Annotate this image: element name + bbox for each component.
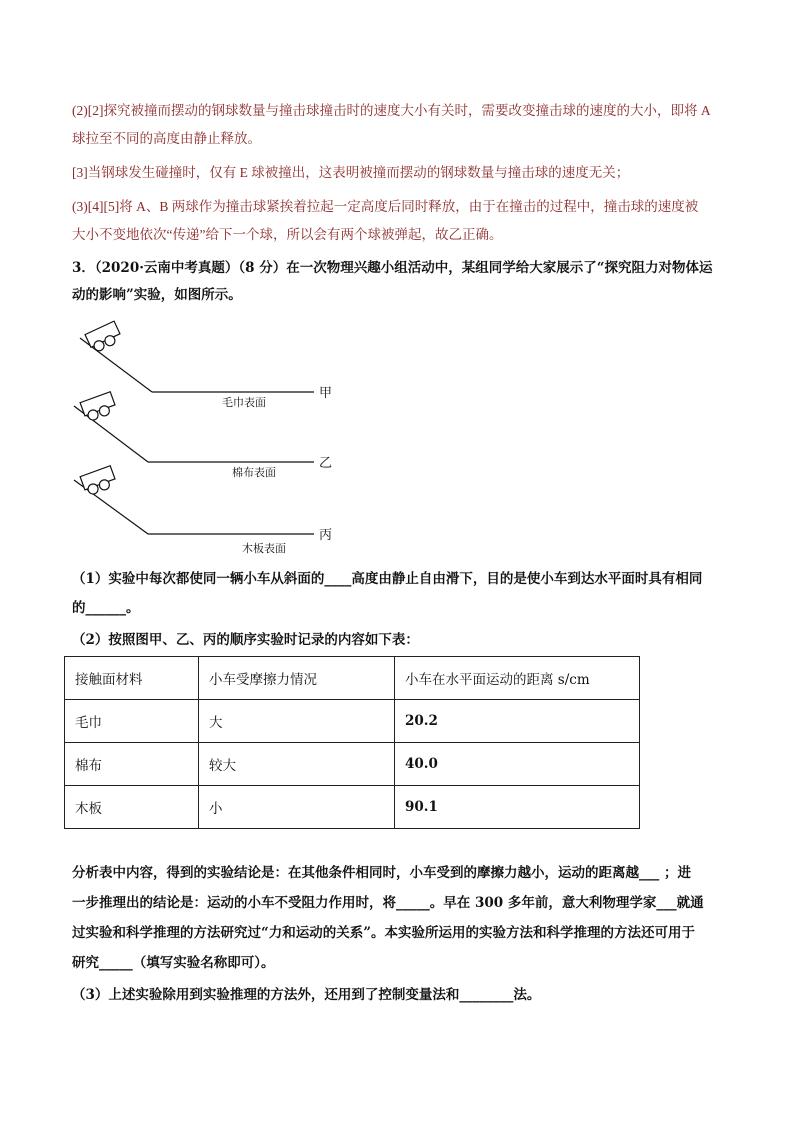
surface-label-cotton: 棉布表面	[232, 466, 276, 479]
table-cell: 大	[199, 700, 395, 743]
question-intro-line-1: 3．（2020·云南中考真题）（8 分）在一次物理兴趣小组活动中，某组同学给大家展示了“探究阻力对物体运	[72, 260, 713, 276]
results-table	[64, 656, 640, 829]
table-cell: 40.0	[395, 743, 640, 786]
answer-line-2: 球拉至不同的高度由静止释放。	[72, 131, 261, 146]
surface-tag-jia: 甲	[319, 386, 333, 401]
cart-icon	[80, 466, 117, 497]
table-cell: 棉布	[65, 743, 199, 786]
analysis-line-2: 一步推理出的结论是：运动的小车不受阻力作用时，将_____。早在 300 多年前，意大利物理学家___就通	[72, 895, 704, 911]
table-row	[65, 743, 640, 786]
incline-experiment-diagram	[62, 320, 352, 560]
part1-line-2: 的______。	[72, 600, 140, 616]
table-cell: 20.2	[395, 700, 640, 743]
analysis-line-3: 过实验和科学推理的方法研究过“力和运动的关系”。本实验所运用的实验方法和科学推理的方法还可用于	[72, 925, 696, 941]
part1-line-1: （1）实验中每次都使同一辆小车从斜面的____高度由静止自由滑下，目的是使小车到达水平面时具有相同	[72, 571, 703, 587]
table-cell: 木板	[65, 786, 199, 829]
table-row	[65, 700, 640, 743]
surface-label-towel: 毛巾表面	[222, 396, 266, 409]
table-cell: 小	[199, 786, 395, 829]
part3-line: （3）上述实验除用到实验推理的方法外，还用到了控制变量法和________法。	[72, 987, 541, 1003]
answer-line-4: (3)[4][5]将 A、B 两球作为撞击球紧挨着拉起一定高度后同时释放，由于在撞击的过程中，撞击球的速度被	[72, 199, 699, 214]
surface-tag-yi: 乙	[319, 456, 333, 471]
table-header-cell: 小车在水平面运动的距离 s/cm	[395, 657, 640, 700]
answer-line-5: 大小不变地依次“传递”给下一个球，所以会有两个球被弹起，故乙正确。	[72, 227, 503, 242]
cart-icon	[80, 392, 117, 423]
table-cell: 毛巾	[65, 700, 199, 743]
answer-line-1: (2)[2]探究被撞而摆动的钢球数量与撞击球撞击时的速度大小有关时，需要改变撞击球的速度的大小，即将 A	[72, 103, 711, 118]
table-cell: 90.1	[395, 786, 640, 829]
table-header-cell: 接触面材料	[65, 657, 199, 700]
question-intro-line-2: 动的影响”实验，如图所示。	[72, 287, 242, 303]
surface-tag-bing: 丙	[319, 528, 333, 543]
part2-intro: （2）按照图甲、乙、丙的顺序实验时记录的内容如下表：	[72, 632, 419, 648]
table-header-row	[65, 657, 640, 700]
answer-line-3: [3]当钢球发生碰撞时，仅有 E 球被撞出，这表明被撞而摆动的钢球数量与撞击球的速度无关；	[72, 165, 630, 180]
analysis-line-4: 研究_____（填写实验名称即可）。	[72, 955, 275, 971]
table-header-cell: 小车受摩擦力情况	[199, 657, 395, 700]
table-cell: 较大	[199, 743, 395, 786]
analysis-line-1: 分析表中内容，得到的实验结论是：在其他条件相同时，小车受到的摩擦力越小，运动的距离越___ ；进	[72, 865, 691, 881]
table-row	[65, 786, 640, 829]
cart-icon	[85, 321, 123, 354]
surface-label-wood: 木板表面	[242, 542, 286, 555]
